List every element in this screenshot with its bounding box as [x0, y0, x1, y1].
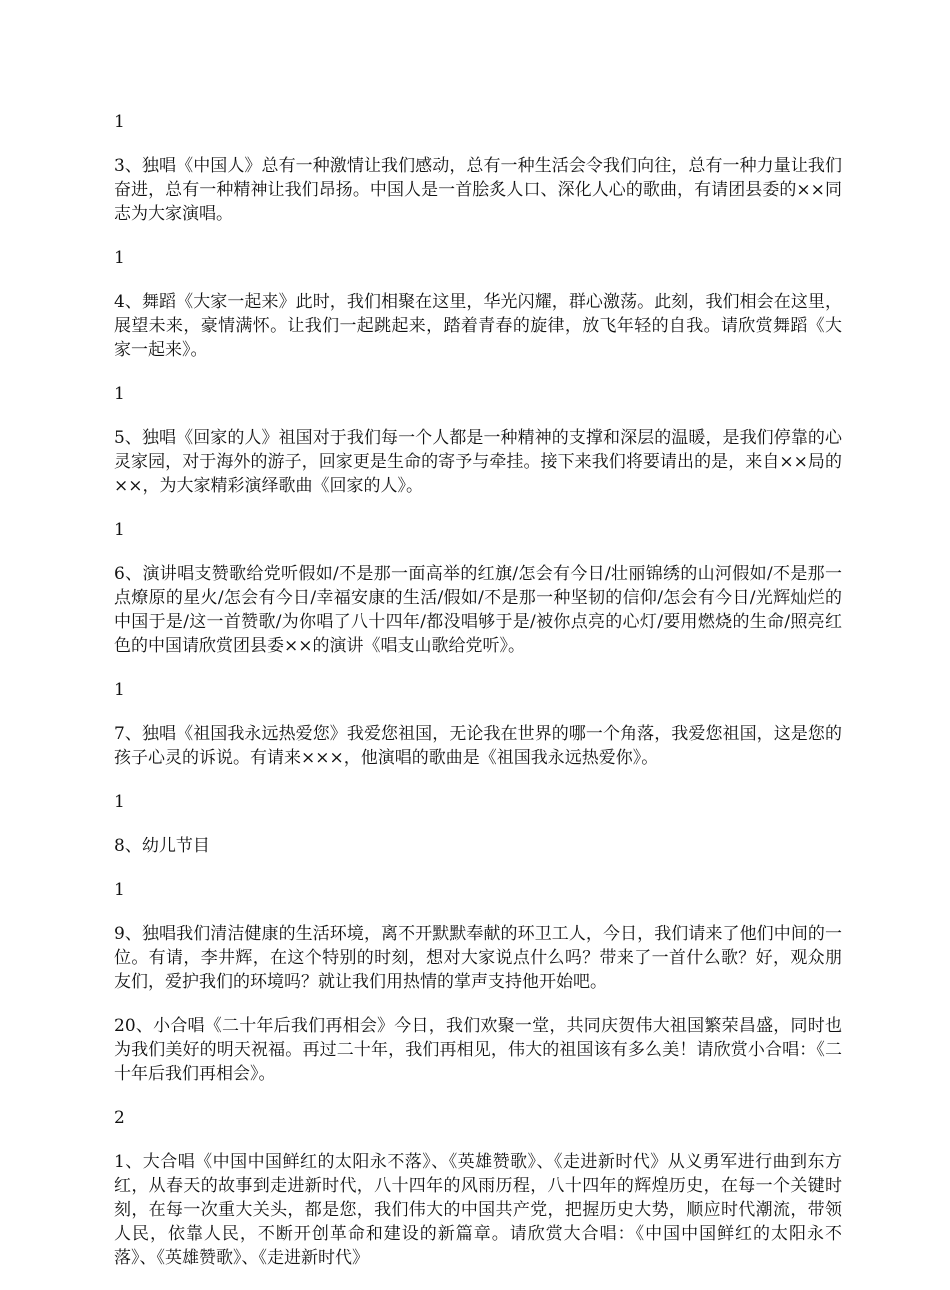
document-body — [114, 110, 842, 1290]
program-item-3-paragraph: 3、独唱《中国人》总有一种激情让我们感动，总有一种生活会令我们向往，总有一种力量让我们奋进，总有一种精神让我们昂扬。中国人是一首脍炙人口、深化人心的歌曲，有请团县委的××同志为大家演唱。 — [114, 156, 842, 224]
page-number-marker: 1 — [114, 792, 125, 812]
program-item-20-paragraph: 20、小合唱《二十年后我们再相会》今日，我们欢聚一堂，共同庆贺伟大祖国繁荣昌盛，同时也为我们美好的明天祝福。再过二十年，我们再相见，伟大的祖国该有多么美！请欣赏小合唱：《二十年后我们再相会》。 — [114, 1016, 842, 1084]
program-item-6-paragraph: 6、演讲唱支赞歌给党听假如/不是那一面高举的红旗/怎会有今日/壮丽锦绣的山河假如/不是那一点燎原的星火/怎会有今日/幸福安康的生活/假如/不是那一种坚韧的信仰/怎会有今日/光辉灿烂的中国于是/这一首赞歌/为你唱了八十四年/都没唱够于是/被你点亮的心灯/要用燃烧的生命/照亮红色的中国请欣赏团县委××的演讲《唱支山歌给党听》。 — [114, 564, 842, 656]
program-item-1-paragraph: 1、大合唱《中国中国鲜红的太阳永不落》、《英雄赞歌》、《走进新时代》从义勇军进行曲到东方红，从春天的故事到走进新时代，八十四年的风雨历程，八十四年的辉煌历史，在每一个关键时刻，在每一次重大关头，都是您，我们伟大的中国共产党，把握历史大势，顺应时代潮流，带领人民，依靠人民，不断开创革命和建设的新篇章。请欣赏大合唱：《中国中国鲜红的太阳永不落》、《英雄赞歌》、《走进新时代》 — [114, 1152, 842, 1268]
program-item-8-paragraph: 8、幼儿节目 — [114, 836, 210, 856]
program-item-7-paragraph: 7、独唱《祖国我永远热爱您》我爱您祖国，无论我在世界的哪一个角落，我爱您祖国，这是您的孩子心灵的诉说。有请来×××，他演唱的歌曲是《祖国我永远热爱你》。 — [114, 724, 842, 768]
page-number-marker: 1 — [114, 520, 125, 540]
program-item-9-paragraph: 9、独唱我们清洁健康的生活环境，离不开默默奉献的环卫工人，今日，我们请来了他们中间的一位。有请，李井辉，在这个特别的时刻，想对大家说点什么吗？带来了一首什么歌？好，观众朋友们，爱护我们的环境吗？就让我们用热情的掌声支持他开始吧。 — [114, 924, 842, 992]
program-item-5-paragraph: 5、独唱《回家的人》祖国对于我们每一个人都是一种精神的支撑和深层的温暖，是我们停靠的心灵家园，对于海外的游子，回家更是生命的寄予与牵挂。接下来我们将要请出的是，来自××局的××，为大家精彩演绎歌曲《回家的人》。 — [114, 428, 842, 496]
page-number-marker: 1 — [114, 384, 125, 404]
page-number-marker: 1 — [114, 248, 125, 268]
program-item-4-paragraph: 4、舞蹈《大家一起来》此时，我们相聚在这里，华光闪耀，群心激荡。此刻，我们相会在这里，展望未来，豪情满怀。让我们一起跳起来，踏着青春的旋律，放飞年轻的自我。请欣赏舞蹈《大家一起来》。 — [114, 292, 842, 360]
page-number-marker: 2 — [114, 1108, 125, 1128]
page-number-marker: 1 — [114, 680, 125, 700]
page-number-marker: 1 — [114, 112, 125, 132]
page-number-marker: 1 — [114, 880, 125, 900]
